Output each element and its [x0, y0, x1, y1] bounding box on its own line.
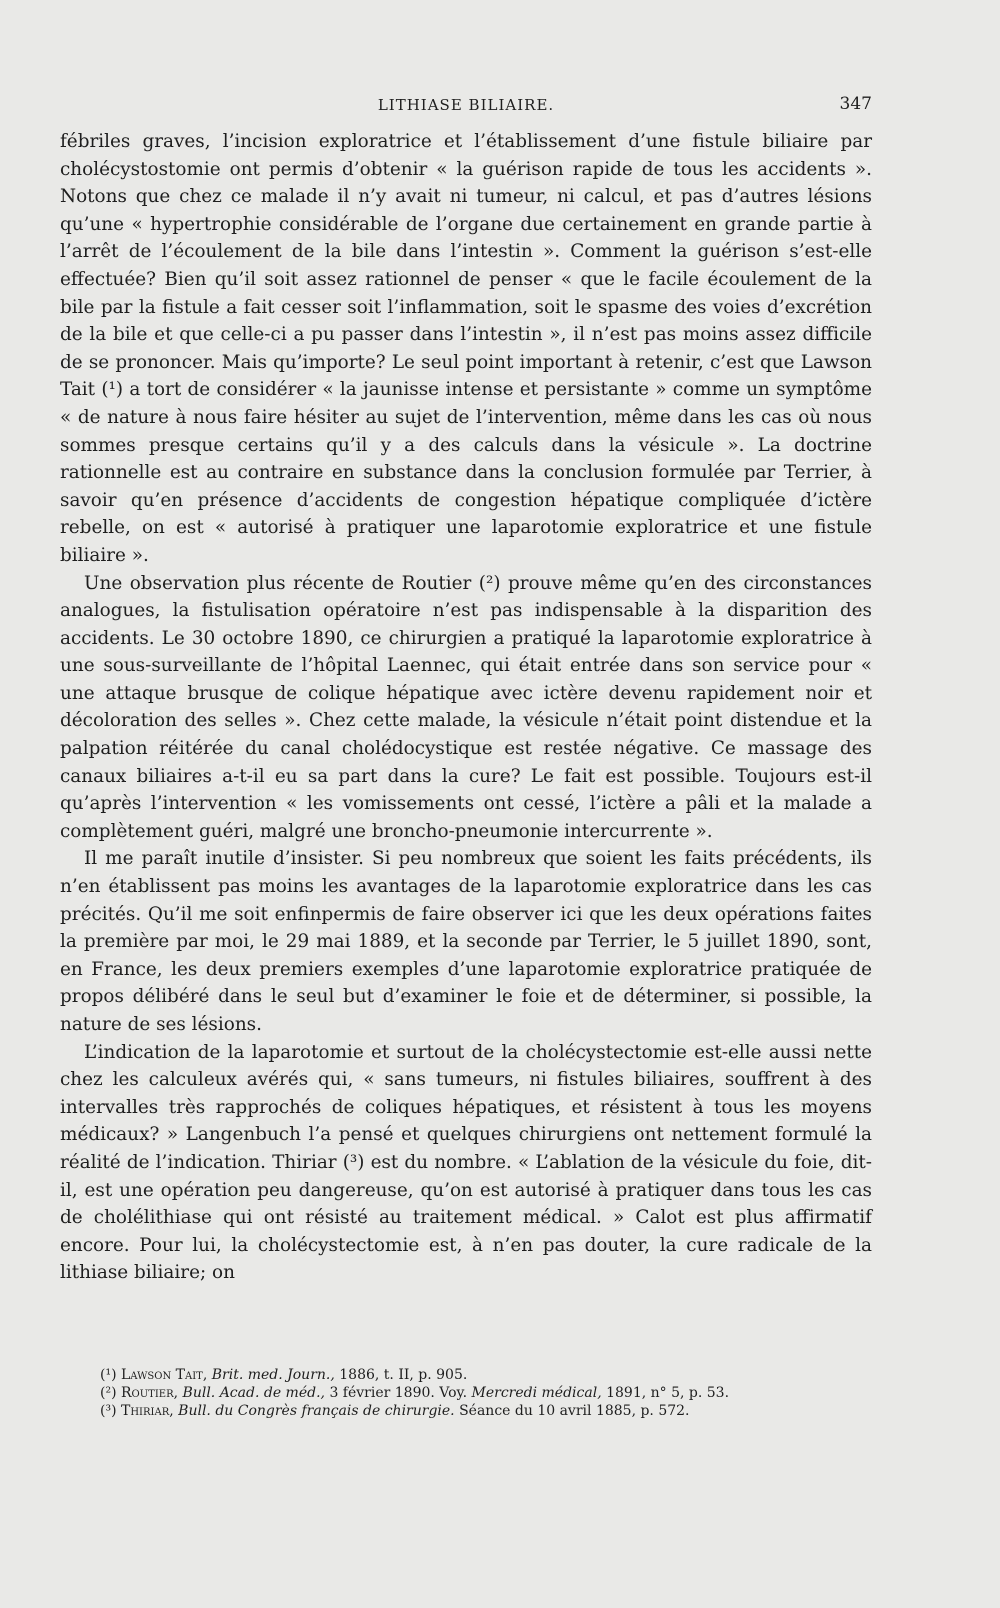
- running-head: [60, 94, 872, 120]
- paragraph-routier: Une observation plus récente de Routier (²) prouve même qu’en des circonstances analogues, la fistulisation opératoire n’est pas indispensable à la disparition des accidents. Le 30 octobre 1890, ce chirurgien a pratiqué la laparotomie exploratrice à une sous-surveillante de l’hôpital Laennec, qui était entrée dans son service pour « une attaque brusque de colique hépatique avec ictère devenu rapidement noir et décoloration des selles ». Chez cette malade, la vésicule n’était point distendue et la palpation réitérée du canal cholédocystique est restée négative. Ce massage des canaux biliaires a-t-il eu sa part dans la cure? Le fait est possible. Toujours est-il qu’après l’intervention « les vomissements ont cessé, l’ictère a pâli et la malade a complètement guéri, malgré une broncho-pneumonie intercurrente ».: [60, 572, 872, 842]
- footnote-author: Thiriar,: [121, 1403, 174, 1419]
- footnotes: [100, 1366, 880, 1420]
- running-title: LITHIASE BILIAIRE.: [377, 96, 555, 114]
- footnote-middle: 3 février 1890. Voy.: [329, 1385, 468, 1401]
- footnote-source-2: Mercredi médical,: [471, 1385, 602, 1401]
- footnote-marker: (²): [100, 1385, 117, 1401]
- paragraph-cholecystectomie: L’indication de la laparotomie et surtout de la cholécystectomie est-elle aussi nette chez les calculeux avérés qui, « sans tumeurs, ni fistules biliaires, souffrent à des intervalles très rapprochés de coliques hépatiques, et résistent à tous les moyens médicaux? » Langenbuch l’a pensé et quelques chirurgiens ont nettement formulé la réalité de l’indication. Thiriar (³) est du nombre. « L’ablation de la vésicule du foie, dit-il, est une opération peu dangereuse, qu’on est autorisé à pratiquer dans tous les cas de cholélithiase qui ont résisté au traitement médical. » Calot est plus affirmatif encore. Pour lui, la cholécystectomie est, à n’en pas douter, la cure radicale de la lithiase biliaire; on: [60, 1041, 872, 1284]
- footnote-source: Brit. med. Journ.,: [211, 1367, 335, 1383]
- footnote-author: Routier,: [121, 1385, 179, 1401]
- footnote-source: Bull. Acad. de méd.,: [182, 1385, 325, 1401]
- footnote-rest: 1891, n° 5, p. 53.: [606, 1385, 730, 1401]
- footnote-marker: (¹): [100, 1367, 117, 1383]
- paragraph-continuation: fébriles graves, l’incision exploratrice et l’établissement d’une fistule biliaire par cholécystostomie ont permis d’obtenir « la guérison rapide de tous les accidents ». Notons que chez ce malade il n’y avait ni tumeur, ni calcul, et pas d’autres lésions qu’une « hypertrophie considérable de l’organe due certainement en grande partie à l’arrêt de l’écoulement de la bile dans l’intestin ». Comment la guérison s’est-elle effectuée? Bien qu’il soit assez rationnel de penser « que le facile écoulement de la bile par la fistule a fait cesser soit l’inflammation, soit le spasme des voies d’excrétion de la bile et que celle-ci a pu passer dans l’intestin », il n’est pas moins assez difficile de se prononcer. Mais qu’importe? Le seul point important à retenir, c’est que Lawson Tait (¹) a tort de considérer « la jaunisse intense et persistante » comme un symptôme « de nature à nous faire hésiter au sujet de l’intervention, même dans les cas où nous sommes presque certains qu’il y a des calculs dans la vésicule ». La doctrine rationnelle est au contraire en substance dans la conclusion formulée par Terrier, à savoir qu’en présence d’accidents de congestion hépatique compliquée d’ictère rebelle, on est « autorisé à pratiquer une laparotomie exploratrice et une fistule biliaire ».: [60, 131, 872, 566]
- footnote-rest: 1886, t. II, p. 905.: [339, 1367, 468, 1383]
- footnote-rest: Séance du 10 avril 1885, p. 572.: [459, 1403, 690, 1419]
- footnote-3: [100, 1402, 880, 1420]
- page-number: 347: [839, 94, 872, 114]
- footnote-1: [100, 1366, 880, 1384]
- footnote-source: Bull. du Congrès français de chirurgie.: [178, 1403, 455, 1419]
- footnote-2: [100, 1384, 880, 1402]
- body-text: [60, 128, 872, 1287]
- paragraph-insister: Il me paraît inutile d’insister. Si peu nombreux que soient les faits précédents, ils n’en établissent pas moins les avantages de la laparotomie exploratrice dans les cas précités. Qu’il me soit enfinpermis de faire observer ici que les deux opérations faites la première par moi, le 29 mai 1889, et la seconde par Terrier, le 5 juillet 1890, sont, en France, les deux premiers exemples d’une laparotomie exploratrice pratiquée de propos délibéré dans le seul but d’examiner le foie et de déterminer, si possible, la nature de ses lésions.: [60, 848, 872, 1035]
- footnote-marker: (³): [100, 1403, 117, 1419]
- footnote-author: Lawson Tait,: [121, 1367, 208, 1383]
